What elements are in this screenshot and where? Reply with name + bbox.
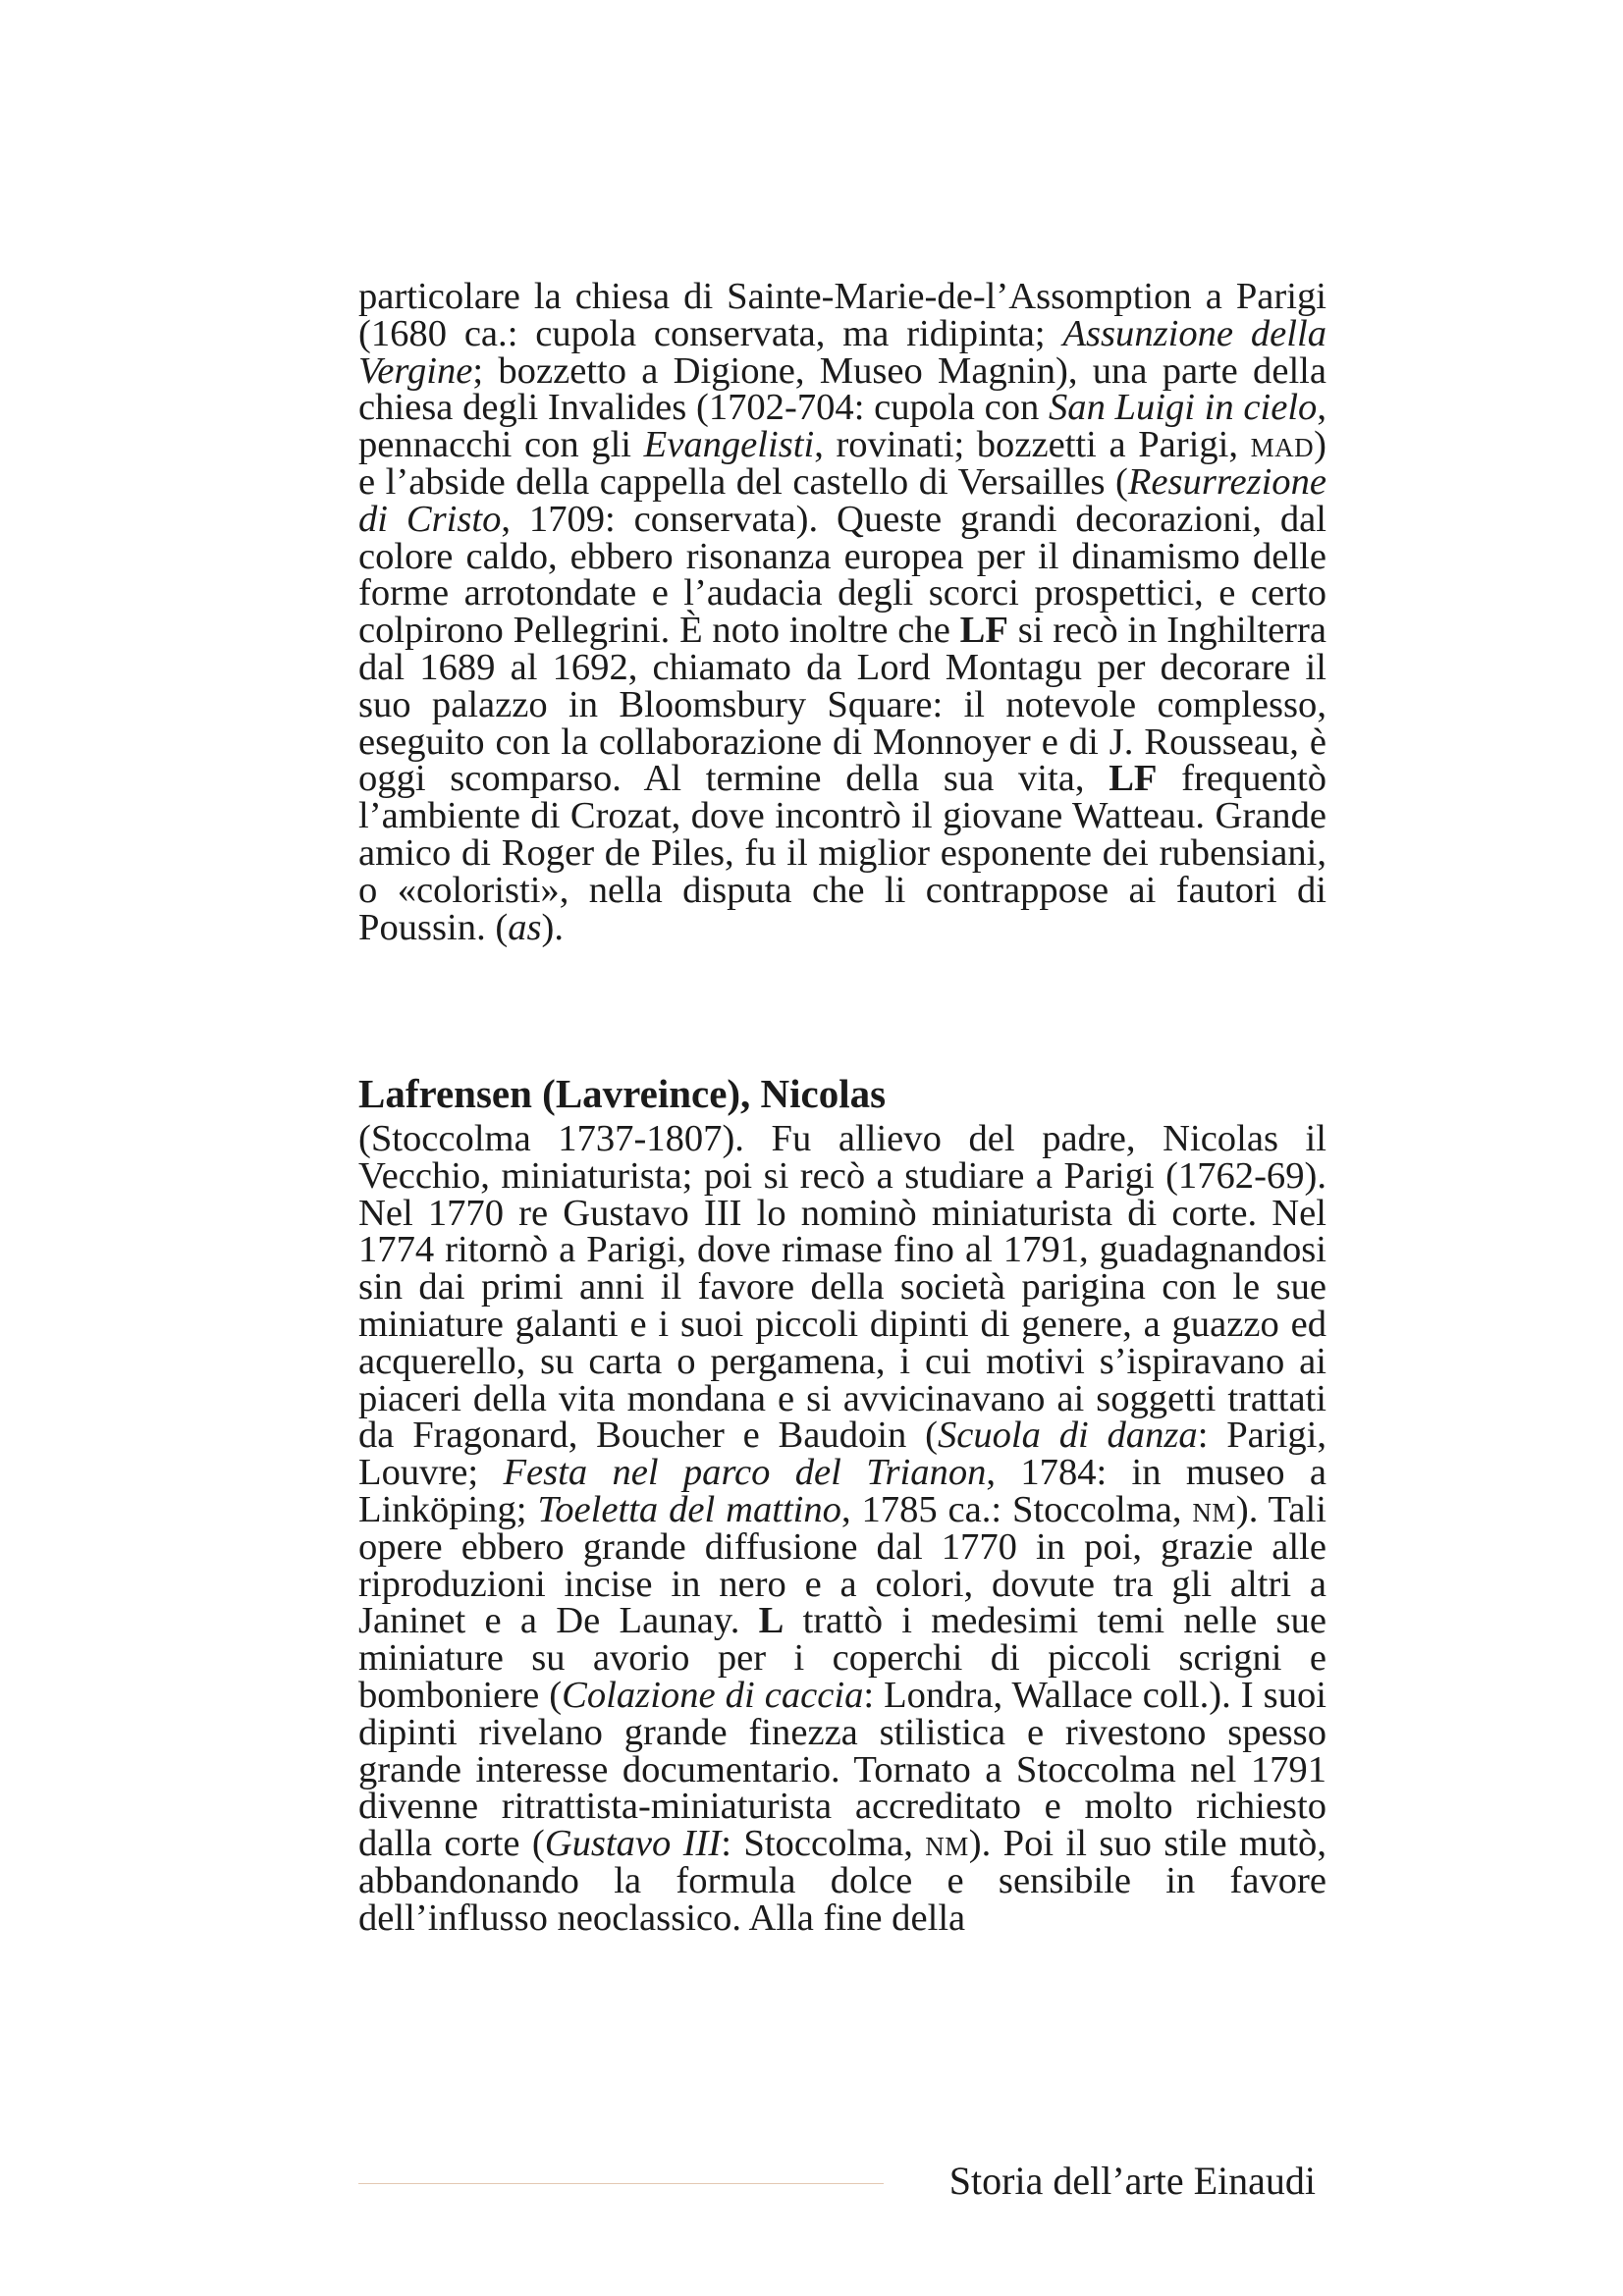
text-run: trattò i medesimi temi nelle sue miniature su avorio per i coperchi di piccoli scrigni e bomboniere ( <box>358 1600 1326 1716</box>
museum-abbreviation: nm <box>925 1823 969 1865</box>
text-run: ) e l’abside della cappella del castello di Versailles ( <box>358 424 1326 503</box>
artwork-title: Assunzione della Vergine <box>358 312 1327 392</box>
artist-abbreviation: LF <box>959 610 1008 652</box>
body-text-continued <box>358 276 1327 948</box>
artwork-title: Gustavo III <box>544 1823 722 1865</box>
entry-heading: Lafrensen (Lavreince), Nicolas <box>358 1071 887 1116</box>
text-run: : Londra, Wallace coll.). I suoi dipinti rivelano grande finezza stilistica e rivestono spesso grande interesse documentario. Tornato a Stoccolma nel 1791 divenne ritrattista-miniaturista accreditato e molto richiesto dalla corte ( <box>358 1674 1326 1865</box>
text-run: , pennacchi con gli <box>358 387 1326 466</box>
text-run: si recò in Inghilterra dal 1689 al 1692, chiamato da Lord Montagu per decorare il suo palazzo in Bloomsbury Square: il notevole complesso, eseguito con la collaborazione di Monnoyer e di J. Rousseau, è oggi scomparso. Al termine della sua vita, <box>358 610 1327 800</box>
footer-publication-title: Storia dell’arte Einaudi <box>948 2159 1316 2203</box>
text-run: ). Poi il suo stile mutò, abbandonando la formula dolce e sensibile in favore dell’influsso neoclassico. Alla fine della <box>358 1823 1326 1939</box>
author-initials: as <box>508 906 542 948</box>
artwork-title: Toeletta del mattino <box>537 1488 841 1530</box>
artwork-title: Resurrezione di Cristo <box>358 460 1326 540</box>
text-run: ). <box>541 906 565 948</box>
museum-abbreviation: mad <box>1250 424 1315 466</box>
text-run: ). Tali opere ebbero grande diffusione dal 1770 in poi, grazie alle riproduzioni incise in nero e a colori, dovute tra gli altri a Janinet e a De Launay. <box>358 1488 1326 1642</box>
text-run: : Parigi, Louvre; <box>358 1415 1326 1494</box>
artist-abbreviation: LF <box>1109 758 1158 800</box>
footer-divider <box>358 2183 884 2184</box>
artwork-title: San Luigi in cielo <box>1048 387 1318 429</box>
artwork-title: Colazione di caccia <box>562 1674 864 1716</box>
text-run: (Stoccolma 1737-1807). Fu allievo del padre, Nicolas il Vecchio, miniaturista; poi si recò a studiare a Parigi (1762-69). Nel 1770 re Gustavo III lo nominò miniaturista di corte. Nel 1774 ritornò a Parigi, dove rimase fino al 1791, guadagnandosi sin dai primi anni il favore della società parigina con le sue miniature galanti e i suoi piccoli dipinti di genere, a guazzo ed acquerello, su carta o pergamena, i cui motivi s’ispiravano ai piaceri della vita mondana e si avvicinavano ai soggetti trattati da Fragonard, Boucher e Baudoin ( <box>358 1118 1326 1457</box>
body-text-entry <box>358 1118 1327 1939</box>
text-run: , rovinati; bozzetti a Parigi, <box>814 424 1251 466</box>
text-run: frequentò l’ambiente di Crozat, dove incontrò il giovane Watteau. Grande amico di Roger de Piles, fu il miglior esponente dei rubensiani, o «coloristi», nella disputa che li contrappose ai fautori di Poussin. ( <box>358 758 1326 948</box>
text-run: particolare la chiesa di Sainte-Marie-de-l’Assomption a Parigi (1680 ca.: cupola conservata, ma ridipinta; <box>358 276 1326 354</box>
artwork-title: Evangelisti <box>643 424 815 466</box>
artist-abbreviation: L <box>758 1600 784 1642</box>
text-run: , 1709: conservata). Queste grandi decorazioni, dal colore caldo, ebbero risonanza europea per il dinamismo delle forme arrotondate e l’audacia degli scorci prospettici, e certo colpirono Pellegrini. È noto inoltre che <box>358 498 1326 652</box>
text-run: ; bozzetto a Digione, Museo Magnin), una parte della chiesa degli Invalides (1702-704: cupola con <box>358 349 1326 429</box>
text-run: , 1785 ca.: Stoccolma, <box>840 1488 1193 1530</box>
paragraph-la-fosse-continued <box>358 276 1327 948</box>
artwork-title: Scuola di danza <box>937 1415 1198 1457</box>
museum-abbreviation: nm <box>1192 1488 1236 1530</box>
text-run: : Stoccolma, <box>721 1823 926 1865</box>
text-run: , 1784: in museo a Linköping; <box>358 1452 1327 1530</box>
paragraph-lafrensen <box>358 1118 1327 1939</box>
artwork-title: Festa nel parco del Trianon <box>503 1452 987 1494</box>
